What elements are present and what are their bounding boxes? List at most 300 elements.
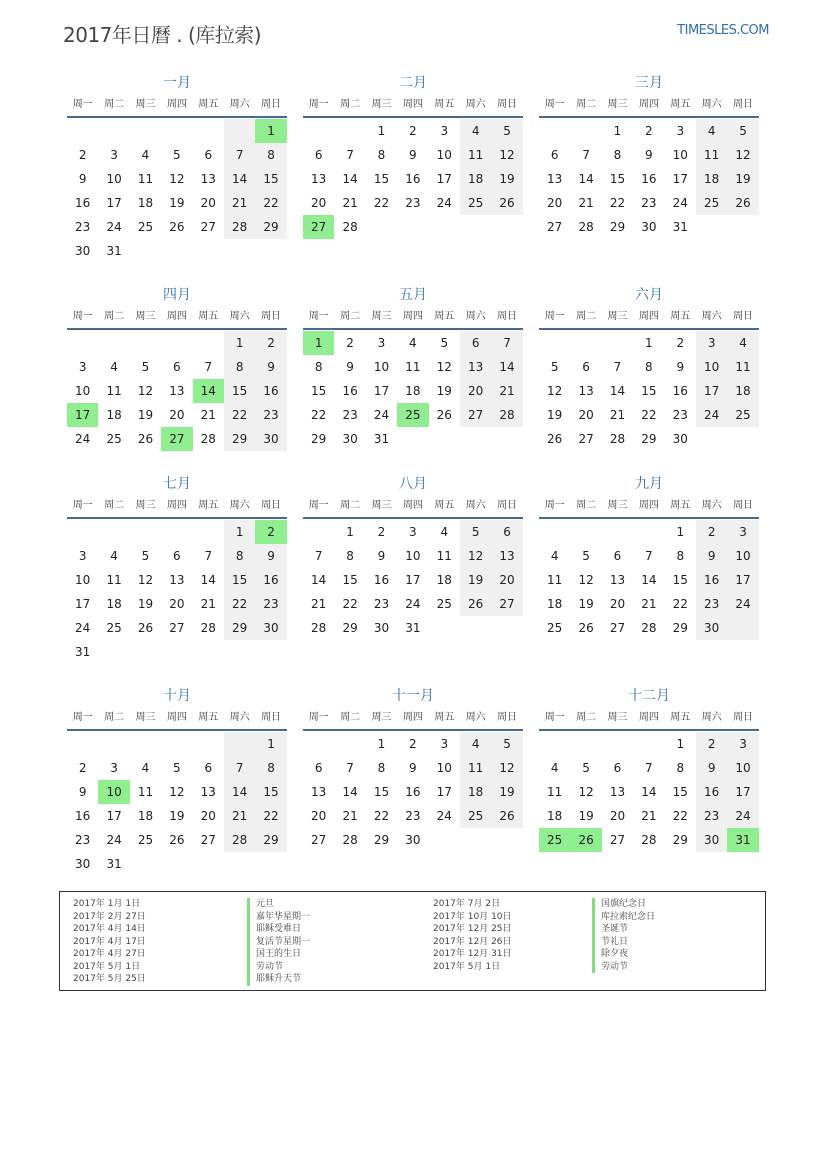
day-cell[interactable]: 28 xyxy=(224,215,255,239)
day-cell[interactable]: 29 xyxy=(609,220,626,234)
day-cell[interactable]: 18 xyxy=(106,597,122,611)
day-cell[interactable]: 21 xyxy=(342,809,358,823)
day-cell[interactable]: 25 xyxy=(397,403,428,427)
day-cell[interactable]: 18 xyxy=(436,573,452,587)
day-cell[interactable]: 14 xyxy=(609,384,626,398)
day-cell[interactable]: 10 xyxy=(373,360,390,374)
day-cell[interactable]: 18 xyxy=(547,809,563,823)
day-cell[interactable]: 24 xyxy=(75,621,91,635)
day-cell[interactable]: 16 xyxy=(696,780,727,804)
day-cell[interactable]: 4 xyxy=(460,732,491,756)
day-cell[interactable]: 7 xyxy=(346,761,354,775)
day-cell[interactable]: 22 xyxy=(672,597,688,611)
day-cell[interactable]: 7 xyxy=(204,360,213,374)
day-cell[interactable]: 12 xyxy=(137,384,154,398)
day-cell[interactable]: 1 xyxy=(255,732,286,756)
day-cell[interactable]: 15 xyxy=(672,573,688,587)
day-cell[interactable]: 5 xyxy=(582,549,590,563)
day-cell[interactable]: 18 xyxy=(727,379,758,403)
day-cell[interactable]: 27 xyxy=(609,621,626,635)
day-cell[interactable]: 31 xyxy=(405,621,421,635)
day-cell[interactable]: 5 xyxy=(491,119,522,143)
day-cell[interactable]: 3 xyxy=(440,737,449,751)
day-cell[interactable]: 7 xyxy=(346,148,354,162)
day-cell[interactable]: 2 xyxy=(645,124,653,138)
day-cell[interactable]: 14 xyxy=(224,167,255,191)
day-cell[interactable]: 4 xyxy=(409,336,417,350)
day-cell[interactable]: 30 xyxy=(405,833,421,847)
day-cell[interactable]: 6 xyxy=(314,761,323,775)
day-cell[interactable]: 17 xyxy=(672,172,688,186)
day-cell[interactable]: 26 xyxy=(137,621,154,635)
day-cell[interactable]: 24 xyxy=(405,597,421,611)
day-cell[interactable]: 7 xyxy=(224,143,255,167)
day-cell[interactable]: 25 xyxy=(137,833,154,847)
day-cell[interactable]: 20 xyxy=(169,597,185,611)
day-cell[interactable]: 21 xyxy=(578,196,594,210)
day-cell[interactable]: 26 xyxy=(727,191,758,215)
day-cell[interactable]: 20 xyxy=(578,408,594,422)
day-cell[interactable]: 10 xyxy=(405,549,421,563)
day-cell[interactable]: 21 xyxy=(224,191,255,215)
day-cell[interactable]: 18 xyxy=(405,384,421,398)
day-cell[interactable]: 22 xyxy=(224,403,255,427)
day-cell[interactable]: 18 xyxy=(460,167,491,191)
day-cell[interactable]: 13 xyxy=(609,785,626,799)
day-cell[interactable]: 17 xyxy=(106,809,122,823)
day-cell[interactable]: 31 xyxy=(727,828,758,852)
day-cell[interactable]: 28 xyxy=(342,833,358,847)
day-cell[interactable]: 3 xyxy=(110,148,118,162)
day-cell[interactable]: 15 xyxy=(255,780,286,804)
day-cell[interactable]: 9 xyxy=(78,172,87,186)
day-cell[interactable]: 1 xyxy=(303,331,334,355)
day-cell[interactable]: 5 xyxy=(550,360,559,374)
day-cell[interactable]: 17 xyxy=(106,196,122,210)
day-cell[interactable]: 9 xyxy=(346,360,354,374)
day-cell[interactable]: 28 xyxy=(224,828,255,852)
day-cell[interactable]: 19 xyxy=(169,809,185,823)
day-cell[interactable]: 26 xyxy=(491,804,522,828)
day-cell[interactable]: 14 xyxy=(578,172,594,186)
day-cell[interactable]: 8 xyxy=(224,544,255,568)
day-cell[interactable]: 2 xyxy=(377,525,386,539)
day-cell[interactable]: 10 xyxy=(727,756,758,780)
day-cell[interactable]: 11 xyxy=(137,785,154,799)
day-cell[interactable]: 5 xyxy=(582,761,590,775)
day-cell[interactable]: 30 xyxy=(255,427,286,451)
day-cell[interactable]: 23 xyxy=(255,403,286,427)
day-cell[interactable]: 19 xyxy=(436,384,452,398)
day-cell[interactable]: 9 xyxy=(645,148,653,162)
day-cell[interactable]: 26 xyxy=(491,191,522,215)
day-cell[interactable]: 3 xyxy=(377,336,386,350)
day-cell[interactable]: 10 xyxy=(436,148,452,162)
day-cell[interactable]: 23 xyxy=(373,597,390,611)
day-cell[interactable]: 13 xyxy=(169,573,185,587)
day-cell[interactable]: 13 xyxy=(200,785,216,799)
day-cell[interactable]: 23 xyxy=(405,809,421,823)
day-cell[interactable]: 23 xyxy=(342,408,358,422)
day-cell[interactable]: 14 xyxy=(641,573,657,587)
day-cell[interactable]: 28 xyxy=(311,621,327,635)
day-cell[interactable]: 6 xyxy=(491,520,522,544)
day-cell[interactable]: 25 xyxy=(539,828,570,852)
day-cell[interactable]: 16 xyxy=(672,384,688,398)
day-cell[interactable]: 20 xyxy=(169,408,185,422)
day-cell[interactable]: 20 xyxy=(609,809,626,823)
day-cell[interactable]: 3 xyxy=(78,360,87,374)
day-cell[interactable]: 24 xyxy=(696,403,727,427)
day-cell[interactable]: 26 xyxy=(570,828,601,852)
day-cell[interactable]: 17 xyxy=(436,785,452,799)
day-cell[interactable]: 9 xyxy=(377,549,386,563)
day-cell[interactable]: 9 xyxy=(696,544,727,568)
day-cell[interactable]: 19 xyxy=(491,167,522,191)
day-cell[interactable]: 25 xyxy=(106,432,122,446)
day-cell[interactable]: 1 xyxy=(255,119,286,143)
day-cell[interactable]: 31 xyxy=(672,220,688,234)
day-cell[interactable]: 6 xyxy=(204,761,213,775)
day-cell[interactable]: 20 xyxy=(200,196,216,210)
day-cell[interactable]: 1 xyxy=(224,520,255,544)
day-cell[interactable]: 24 xyxy=(75,432,91,446)
day-cell[interactable]: 11 xyxy=(547,785,563,799)
day-cell[interactable]: 13 xyxy=(169,384,185,398)
day-cell[interactable]: 4 xyxy=(550,761,559,775)
day-cell[interactable]: 4 xyxy=(141,148,150,162)
day-cell[interactable]: 9 xyxy=(78,785,87,799)
day-cell[interactable]: 21 xyxy=(200,408,216,422)
day-cell[interactable]: 24 xyxy=(373,408,390,422)
day-cell[interactable]: 20 xyxy=(311,196,327,210)
day-cell[interactable]: 2 xyxy=(78,761,87,775)
day-cell[interactable]: 14 xyxy=(200,573,216,587)
day-cell[interactable]: 19 xyxy=(137,408,154,422)
day-cell[interactable]: 21 xyxy=(342,196,358,210)
day-cell[interactable]: 14 xyxy=(641,785,657,799)
day-cell[interactable]: 29 xyxy=(255,828,286,852)
day-cell[interactable]: 28 xyxy=(200,621,216,635)
day-cell[interactable]: 16 xyxy=(75,196,91,210)
day-cell[interactable]: 24 xyxy=(727,592,758,616)
day-cell[interactable]: 13 xyxy=(311,172,327,186)
day-cell[interactable]: 30 xyxy=(342,432,358,446)
day-cell[interactable]: 5 xyxy=(491,732,522,756)
day-cell[interactable]: 9 xyxy=(255,355,286,379)
day-cell[interactable]: 30 xyxy=(255,616,286,640)
day-cell[interactable]: 13 xyxy=(200,172,216,186)
day-cell[interactable]: 29 xyxy=(373,833,390,847)
day-cell[interactable]: 22 xyxy=(255,191,286,215)
day-cell[interactable]: 4 xyxy=(727,331,758,355)
day-cell[interactable]: 30 xyxy=(373,621,390,635)
day-cell[interactable]: 24 xyxy=(672,196,688,210)
day-cell[interactable]: 22 xyxy=(224,592,255,616)
day-cell[interactable]: 9 xyxy=(255,544,286,568)
day-cell[interactable]: 25 xyxy=(460,191,491,215)
day-cell[interactable]: 24 xyxy=(436,196,452,210)
day-cell[interactable]: 22 xyxy=(373,196,390,210)
day-cell[interactable]: 8 xyxy=(377,761,386,775)
day-cell[interactable]: 7 xyxy=(204,549,213,563)
day-cell[interactable]: 8 xyxy=(613,148,622,162)
day-cell[interactable]: 26 xyxy=(578,621,594,635)
day-cell[interactable]: 6 xyxy=(582,360,590,374)
day-cell[interactable]: 7 xyxy=(314,549,323,563)
day-cell[interactable]: 17 xyxy=(727,568,758,592)
day-cell[interactable]: 15 xyxy=(672,785,688,799)
day-cell[interactable]: 20 xyxy=(200,809,216,823)
day-cell[interactable]: 25 xyxy=(696,191,727,215)
day-cell[interactable]: 7 xyxy=(224,756,255,780)
day-cell[interactable]: 8 xyxy=(255,143,286,167)
day-cell[interactable]: 23 xyxy=(672,408,688,422)
day-cell[interactable]: 6 xyxy=(173,549,181,563)
day-cell[interactable]: 25 xyxy=(137,220,154,234)
day-cell[interactable]: 7 xyxy=(582,148,590,162)
day-cell[interactable]: 10 xyxy=(98,780,129,804)
day-cell[interactable]: 6 xyxy=(613,761,622,775)
day-cell[interactable]: 12 xyxy=(436,360,452,374)
day-cell[interactable]: 8 xyxy=(645,360,653,374)
day-cell[interactable]: 17 xyxy=(405,573,421,587)
day-cell[interactable]: 11 xyxy=(727,355,758,379)
day-cell[interactable]: 3 xyxy=(676,124,685,138)
day-cell[interactable]: 2 xyxy=(409,124,417,138)
day-cell[interactable]: 8 xyxy=(346,549,354,563)
day-cell[interactable]: 31 xyxy=(75,645,91,659)
day-cell[interactable]: 16 xyxy=(405,172,421,186)
day-cell[interactable]: 6 xyxy=(314,148,323,162)
day-cell[interactable]: 6 xyxy=(613,549,622,563)
day-cell[interactable]: 11 xyxy=(436,549,452,563)
day-cell[interactable]: 21 xyxy=(641,809,657,823)
day-cell[interactable]: 10 xyxy=(75,384,91,398)
day-cell[interactable]: 17 xyxy=(75,597,91,611)
day-cell[interactable]: 15 xyxy=(641,384,657,398)
day-cell[interactable]: 14 xyxy=(193,379,224,403)
day-cell[interactable]: 10 xyxy=(106,172,122,186)
day-cell[interactable]: 31 xyxy=(373,432,390,446)
day-cell[interactable]: 16 xyxy=(696,568,727,592)
site-name[interactable]: TIMESLES.COM xyxy=(677,23,769,38)
day-cell[interactable]: 7 xyxy=(645,761,653,775)
day-cell[interactable]: 26 xyxy=(169,833,185,847)
day-cell[interactable]: 3 xyxy=(727,520,758,544)
day-cell[interactable]: 4 xyxy=(141,761,150,775)
day-cell[interactable]: 10 xyxy=(696,355,727,379)
day-cell[interactable]: 12 xyxy=(547,384,563,398)
day-cell[interactable]: 11 xyxy=(460,143,491,167)
day-cell[interactable]: 31 xyxy=(106,857,122,871)
day-cell[interactable]: 24 xyxy=(106,833,122,847)
day-cell[interactable]: 24 xyxy=(727,804,758,828)
day-cell[interactable]: 18 xyxy=(547,597,563,611)
day-cell[interactable]: 8 xyxy=(676,549,685,563)
day-cell[interactable]: 23 xyxy=(75,220,91,234)
day-cell[interactable]: 28 xyxy=(578,220,594,234)
day-cell[interactable]: 2 xyxy=(255,520,286,544)
day-cell[interactable]: 29 xyxy=(672,621,688,635)
day-cell[interactable]: 22 xyxy=(672,809,688,823)
day-cell[interactable]: 20 xyxy=(311,809,327,823)
day-cell[interactable]: 28 xyxy=(342,220,358,234)
day-cell[interactable]: 22 xyxy=(373,809,390,823)
day-cell[interactable]: 13 xyxy=(311,785,327,799)
day-cell[interactable]: 15 xyxy=(224,379,255,403)
day-cell[interactable]: 2 xyxy=(696,732,727,756)
day-cell[interactable]: 21 xyxy=(491,379,522,403)
day-cell[interactable]: 27 xyxy=(311,833,327,847)
day-cell[interactable]: 26 xyxy=(547,432,563,446)
day-cell[interactable]: 27 xyxy=(303,215,334,239)
day-cell[interactable]: 17 xyxy=(436,172,452,186)
day-cell[interactable]: 4 xyxy=(110,360,118,374)
day-cell[interactable]: 19 xyxy=(460,568,491,592)
day-cell[interactable]: 20 xyxy=(547,196,563,210)
day-cell[interactable]: 11 xyxy=(460,756,491,780)
day-cell[interactable]: 21 xyxy=(200,597,216,611)
day-cell[interactable]: 18 xyxy=(106,408,122,422)
day-cell[interactable]: 4 xyxy=(440,525,449,539)
day-cell[interactable]: 10 xyxy=(672,148,688,162)
day-cell[interactable]: 1 xyxy=(613,124,622,138)
day-cell[interactable]: 13 xyxy=(460,355,491,379)
day-cell[interactable]: 5 xyxy=(141,549,150,563)
day-cell[interactable]: 21 xyxy=(224,804,255,828)
day-cell[interactable]: 2 xyxy=(676,336,685,350)
day-cell[interactable]: 12 xyxy=(169,172,185,186)
day-cell[interactable]: 30 xyxy=(696,828,727,852)
day-cell[interactable]: 10 xyxy=(75,573,91,587)
day-cell[interactable]: 14 xyxy=(491,355,522,379)
day-cell[interactable]: 11 xyxy=(137,172,154,186)
day-cell[interactable]: 20 xyxy=(460,379,491,403)
day-cell[interactable]: 23 xyxy=(75,833,91,847)
day-cell[interactable]: 8 xyxy=(377,148,386,162)
day-cell[interactable]: 17 xyxy=(373,384,390,398)
day-cell[interactable]: 27 xyxy=(460,403,491,427)
day-cell[interactable]: 12 xyxy=(169,785,185,799)
day-cell[interactable]: 26 xyxy=(436,408,452,422)
day-cell[interactable]: 12 xyxy=(727,143,758,167)
day-cell[interactable]: 28 xyxy=(641,833,657,847)
day-cell[interactable]: 8 xyxy=(676,761,685,775)
day-cell[interactable]: 3 xyxy=(440,124,449,138)
day-cell[interactable]: 5 xyxy=(440,336,449,350)
day-cell[interactable]: 30 xyxy=(641,220,657,234)
day-cell[interactable]: 16 xyxy=(255,568,286,592)
day-cell[interactable]: 14 xyxy=(224,780,255,804)
day-cell[interactable]: 14 xyxy=(342,785,358,799)
day-cell[interactable]: 29 xyxy=(311,432,327,446)
day-cell[interactable]: 23 xyxy=(255,592,286,616)
day-cell[interactable]: 30 xyxy=(75,244,91,258)
day-cell[interactable]: 23 xyxy=(405,196,421,210)
day-cell[interactable]: 8 xyxy=(224,355,255,379)
day-cell[interactable]: 16 xyxy=(75,809,91,823)
day-cell[interactable]: 11 xyxy=(106,384,122,398)
day-cell[interactable]: 23 xyxy=(696,592,727,616)
day-cell[interactable]: 27 xyxy=(200,833,216,847)
day-cell[interactable]: 2 xyxy=(255,331,286,355)
day-cell[interactable]: 30 xyxy=(75,857,91,871)
day-cell[interactable]: 29 xyxy=(224,427,255,451)
day-cell[interactable]: 19 xyxy=(547,408,563,422)
day-cell[interactable]: 16 xyxy=(342,384,358,398)
day-cell[interactable]: 16 xyxy=(255,379,286,403)
day-cell[interactable]: 1 xyxy=(377,124,386,138)
day-cell[interactable]: 13 xyxy=(547,172,563,186)
day-cell[interactable]: 2 xyxy=(409,737,417,751)
day-cell[interactable]: 16 xyxy=(373,573,390,587)
day-cell[interactable]: 19 xyxy=(137,597,154,611)
day-cell[interactable]: 11 xyxy=(547,573,563,587)
day-cell[interactable]: 9 xyxy=(409,761,417,775)
day-cell[interactable]: 17 xyxy=(67,403,98,427)
day-cell[interactable]: 22 xyxy=(255,804,286,828)
day-cell[interactable]: 26 xyxy=(169,220,185,234)
day-cell[interactable]: 10 xyxy=(727,544,758,568)
day-cell[interactable]: 15 xyxy=(224,568,255,592)
day-cell[interactable]: 12 xyxy=(137,573,154,587)
day-cell[interactable]: 30 xyxy=(672,432,688,446)
day-cell[interactable]: 30 xyxy=(696,616,727,640)
day-cell[interactable]: 15 xyxy=(609,172,626,186)
day-cell[interactable]: 2 xyxy=(346,336,354,350)
day-cell[interactable]: 20 xyxy=(491,568,522,592)
day-cell[interactable]: 26 xyxy=(137,432,154,446)
day-cell[interactable]: 6 xyxy=(204,148,213,162)
day-cell[interactable]: 17 xyxy=(696,379,727,403)
day-cell[interactable]: 21 xyxy=(311,597,327,611)
day-cell[interactable]: 13 xyxy=(578,384,594,398)
day-cell[interactable]: 9 xyxy=(676,360,685,374)
day-cell[interactable]: 22 xyxy=(342,597,358,611)
day-cell[interactable]: 3 xyxy=(727,732,758,756)
day-cell[interactable]: 17 xyxy=(727,780,758,804)
day-cell[interactable]: 4 xyxy=(460,119,491,143)
day-cell[interactable]: 3 xyxy=(409,525,417,539)
day-cell[interactable]: 15 xyxy=(342,573,358,587)
day-cell[interactable]: 28 xyxy=(641,621,657,635)
day-cell[interactable]: 24 xyxy=(436,809,452,823)
day-cell[interactable]: 23 xyxy=(696,804,727,828)
day-cell[interactable]: 27 xyxy=(578,432,594,446)
day-cell[interactable]: 4 xyxy=(696,119,727,143)
day-cell[interactable]: 25 xyxy=(460,804,491,828)
day-cell[interactable]: 29 xyxy=(255,215,286,239)
day-cell[interactable]: 28 xyxy=(200,432,216,446)
day-cell[interactable]: 29 xyxy=(224,616,255,640)
day-cell[interactable]: 26 xyxy=(460,592,491,616)
day-cell[interactable]: 4 xyxy=(550,549,559,563)
day-cell[interactable]: 9 xyxy=(696,756,727,780)
day-cell[interactable]: 2 xyxy=(696,520,727,544)
day-cell[interactable]: 12 xyxy=(578,573,594,587)
day-cell[interactable]: 27 xyxy=(169,621,185,635)
day-cell[interactable]: 19 xyxy=(578,809,594,823)
day-cell[interactable]: 18 xyxy=(137,809,154,823)
day-cell[interactable]: 18 xyxy=(137,196,154,210)
day-cell[interactable]: 25 xyxy=(727,403,758,427)
day-cell[interactable]: 1 xyxy=(224,331,255,355)
day-cell[interactable]: 7 xyxy=(613,360,622,374)
day-cell[interactable]: 29 xyxy=(641,432,657,446)
day-cell[interactable]: 3 xyxy=(696,331,727,355)
day-cell[interactable]: 19 xyxy=(491,780,522,804)
